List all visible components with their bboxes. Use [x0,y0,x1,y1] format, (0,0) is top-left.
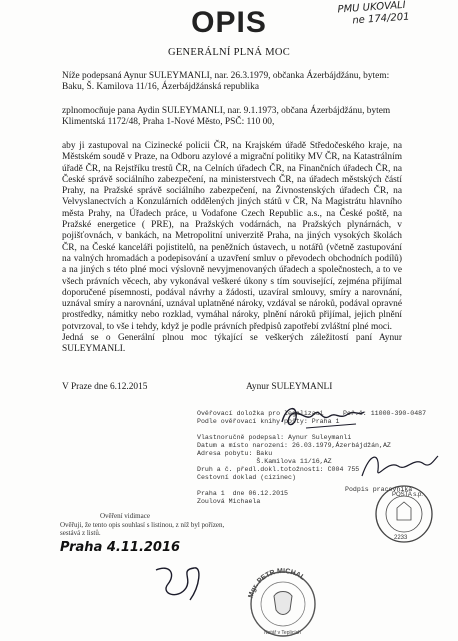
verif-line: Vlastnoručně podepsal: Aynur Suleymanli [197,434,352,441]
signature-notary [150,560,210,606]
signer-name: Aynur SULEYMANLI [246,382,333,392]
general-statement: Jedná se o Generální plnou moc týkající se veškerých záležitostí paní Aynur SULEYMANLI. [62,333,402,355]
verif-line [197,426,447,434]
certification-stamp [60,512,228,555]
place-date: V Praze dne 6.12.2015 [62,382,148,392]
verif-line: Š.Kamilova 11/16,AZ [197,458,332,465]
certification-heading: Ověření vidimace [100,512,150,520]
handwritten-note [337,0,410,28]
verif-line: Adresa pobytu: Baku [197,450,273,457]
verif-line: Praha 1 dne 06.12.2015 [197,490,289,497]
principal-paragraph: Níže podepsaná Aynur SULEYMANLI, nar. 26.3.1979, občanka Ázerbájdžánu, bytem: Baku, Š. Kamilova 11/16, Ázerbájdžánská republika [62,71,390,93]
handwritten-note-line1: PMU UKOVALI [337,0,407,16]
verif-line: Datum a místo narození: 26.03.1979,Ázerbájdžán,AZ [197,442,391,449]
certification-text: Ověřuji, že tento opis souhlasí s listinou, z níž byl pořízen, sestává z listů. [60,520,225,537]
verif-line: Druh a č. předl.dokl.totožnosti: C004 755 [197,466,360,473]
scope-text: aby ji zastupoval na Cizinecké policii ČR, na Krajském úřadě Středočeského kraje, na Městském soudě v Praze, na Odboru azylové a migrační politiky MV ČR, na Katastrálním úřadě ČR, na Rejstříku trestů ČR, na Celních úřadech ČR, na Finančních úřadech ČR, na České správě sociálního zabezpečení, na ministerstvech ČR, na úřadech městských částí Prahy, na Pražské správě sociálního zabezpečení, na Živnostenských úřadech ČR, na Velvyslanectvích a Konzulárních oddělených jiných států v ČR, Na Magistrátu hlavního města Prahy, na Úřadech práce, u Vodafone Czech Republic a.s., na České poště, na Pražské energetice ( PRE), na Pražských vodárnách, na Pražských plynárnách, v pojišťovnách, v bankách, na Metropolitní univerzitě Praha, na jiných vysokých školách ČR, na České kanceláři pojistitelů, na peněžních ústavech, u notářů (včetně zastupování na valných hromadách a podepisování a uzavření smluv o převodech obchodních podílů) a na jiných s této plné moci výslovně nevyjmenovaných úřadech a společnostech, a to ve všech právních věcech, aby vykonával veškeré úkony s tím související, zejména přijímal doporučené písemnosti, podával návrhy a žádosti, uzavíral smlouvy, smíry a narovnání, uznával smíry a narovnání, uznával uplatněné nároky, vzdával se nároků, podával opravné prostředky, námitky nebo rozklad, vymáhal nároky, plnění nároků přijímal, jejich plnění potvrzoval, to vše i tehdy, když je podle právních předpisů zapotřebí zvláštní plné moci. [62,141,402,332]
post-number-text: 2233 [394,535,408,541]
verif-line: Zoulová Michaela [197,498,261,505]
post-caption: Podpis pracovníka [345,486,413,493]
verif-line: Ověřovací doložka pro legalizaci [197,410,324,417]
verif-line: Podle ověřovací knihy pošty: Praha 1 [197,418,340,425]
poradove-cislo: Poř.č: 11000-390-0487 [343,410,427,417]
attorney-paragraph: zplnomocňuje pana Aydin SULEYMANLI, nar. 9.1.1973, občana Ázerbájdžánu, bytem Klimentská 1172/48, Praha 1-Nové Město, PSČ: 110 00, [62,106,391,128]
notary-name-text: Mgr. PETR MICHAL [247,567,306,599]
post-office-stamp [372,482,436,546]
signature-clerk [354,446,440,486]
post-mark-text: POŠTA s.p. [392,492,423,498]
notary-sub-text: Notář v Teplicích [264,630,301,636]
certification-date: Praha 4.11.2016 [60,539,181,555]
document-subtitle: GENERÁLNÍ PLNÁ MOC [167,47,291,58]
notary-seal [244,566,322,638]
handwritten-note-line2: ne 174/201 [352,11,410,27]
scope-paragraph [62,141,402,356]
document-title: OPIS [191,6,267,39]
verif-line: Cestovní doklad (cizinec) [197,474,296,481]
